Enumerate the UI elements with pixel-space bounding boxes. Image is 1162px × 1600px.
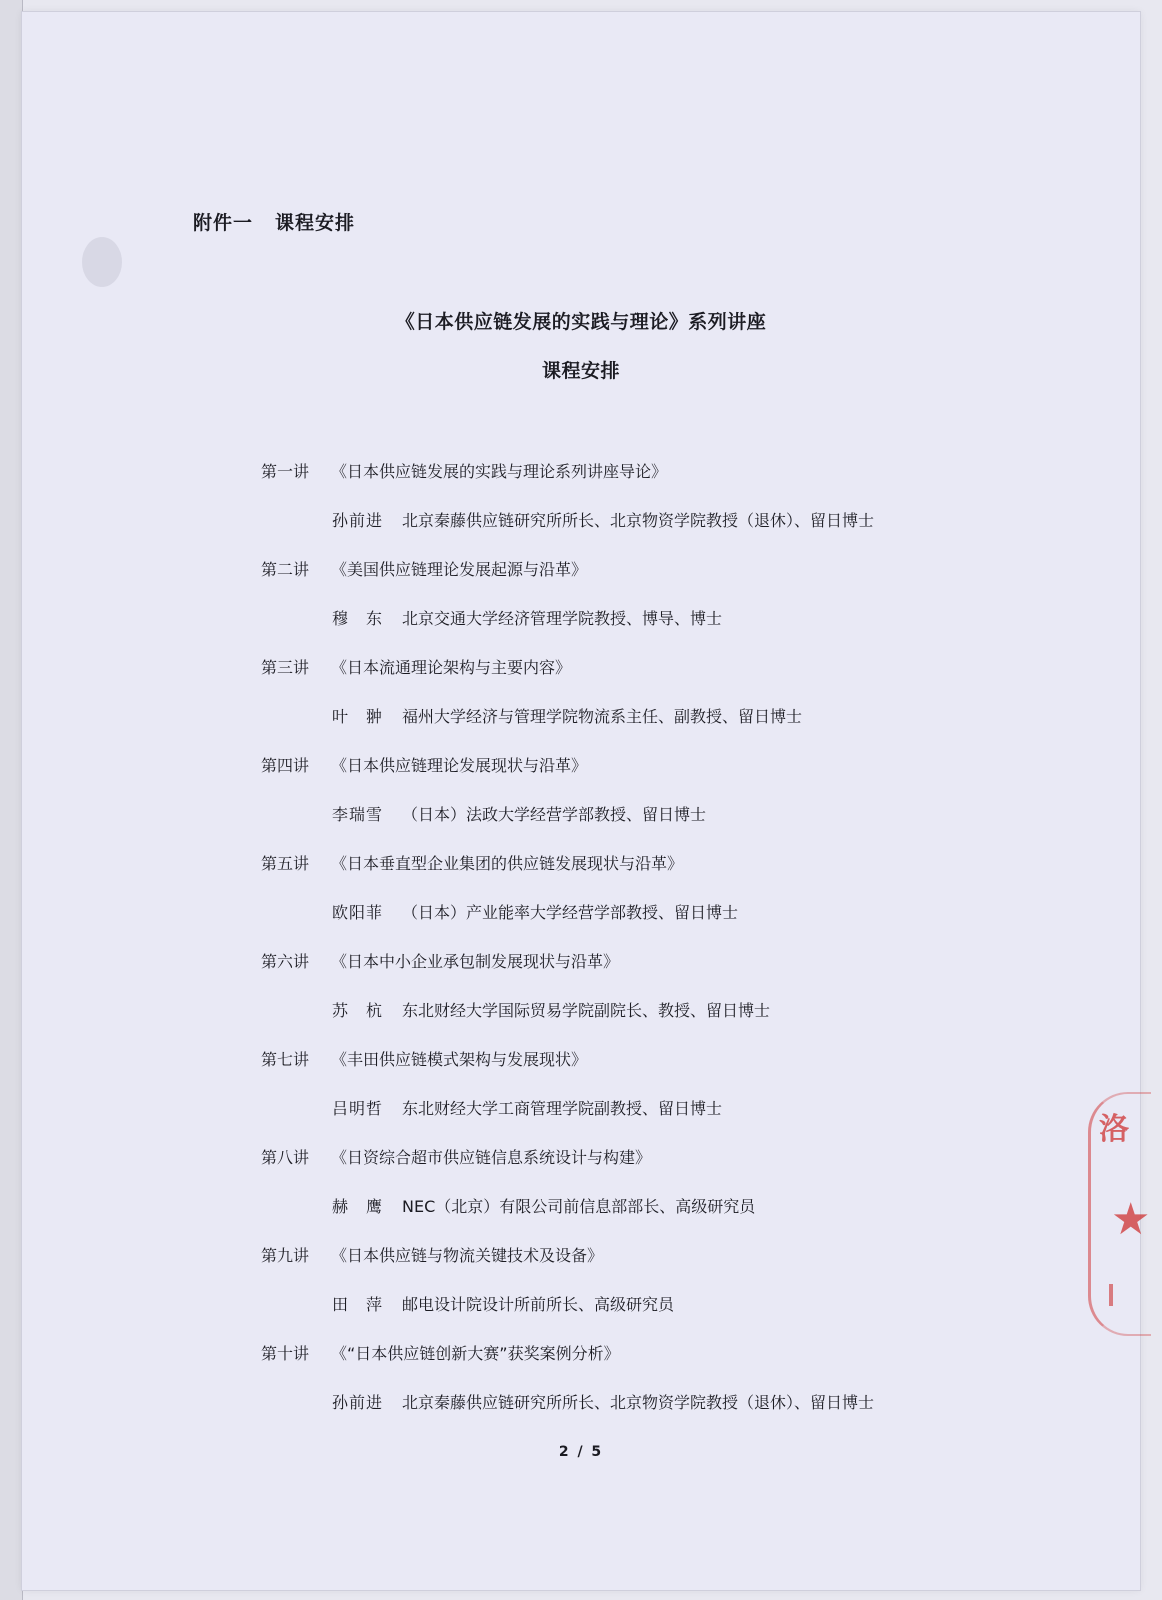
speaker-affiliation: （日本）法政大学经营学部教授、留日博士 [402,805,707,824]
lecture-item [261,950,1121,1048]
lecture-list [261,460,1121,1440]
lecture-item [261,656,1121,754]
page-number: 2 / 5 [558,1444,604,1460]
lecture-number: 第五讲 [261,854,310,873]
speaker-name: 赫 鹰 [332,1197,384,1216]
lecture-topic: 《“日本供应链创新大赛”获奖案例分析》 [331,1344,620,1363]
speaker-affiliation: NEC（北京）有限公司前信息部部长、高级研究员 [402,1197,756,1216]
annex-label: 附件一 [193,212,254,234]
lecture-number: 第九讲 [261,1246,310,1265]
lecture-item [261,754,1121,852]
lecture-number: 第三讲 [261,658,310,677]
document-title: 《日本供应链发展的实践与理论》系列讲座 [395,311,767,333]
lecture-item [261,1244,1121,1342]
speaker-name: 孙前进 [332,511,384,530]
annex-title: 课程安排 [275,212,356,234]
document-subtitle: 课程安排 [541,360,620,382]
speaker-affiliation: 北京交通大学经济管理学院教授、博导、博士 [402,609,723,628]
stamp-mark [1109,1284,1113,1306]
speaker-name: 吕明哲 [332,1099,384,1118]
lecture-number: 第七讲 [261,1050,310,1069]
speaker-name: 李瑞雪 [332,805,384,824]
speaker-affiliation: 北京秦藤供应链研究所所长、北京物资学院教授（退休）、留日博士 [402,1393,875,1412]
lecture-topic: 《日本供应链发展的实践与理论系列讲座导论》 [331,462,668,481]
lecture-item [261,558,1121,656]
lecture-item [261,852,1121,950]
lecture-topic: 《日本流通理论架构与主要内容》 [331,658,572,677]
lecture-item [261,460,1121,558]
lecture-number: 第六讲 [261,952,310,971]
speaker-name: 叶 翀 [332,707,384,726]
star-icon: ★ [1111,1194,1151,1245]
speaker-affiliation: 北京秦藤供应链研究所所长、北京物资学院教授（退休）、留日博士 [402,511,875,530]
speaker-name: 穆 东 [332,609,384,628]
lecture-topic: 《丰田供应链模式架构与发展现状》 [331,1050,588,1069]
speaker-name: 田 萍 [332,1295,384,1314]
lecture-number: 第一讲 [261,462,310,481]
lecture-topic: 《日本中小企业承包制发展现状与沿革》 [331,952,620,971]
speaker-affiliation: 东北财经大学工商管理学院副教授、留日博士 [402,1099,723,1118]
speaker-affiliation: （日本）产业能率大学经营学部教授、留日博士 [402,903,739,922]
scan-edge-strip [0,0,23,1600]
speaker-affiliation: 东北财经大学国际贸易学院副院长、教授、留日博士 [402,1001,771,1020]
lecture-number: 第四讲 [261,756,310,775]
speaker-affiliation: 邮电设计院设计所前所长、高级研究员 [402,1295,675,1314]
stamp-text: 洛 [1099,1112,1129,1147]
document-page [22,12,1151,1590]
red-seal-stamp [1088,1092,1151,1336]
speaker-affiliation: 福州大学经济与管理学院物流系主任、副教授、留日博士 [402,707,803,726]
lecture-topic: 《日本垂直型企业集团的供应链发展现状与沿革》 [331,854,684,873]
lecture-number: 第二讲 [261,560,310,579]
lecture-number: 第十讲 [261,1344,310,1363]
annex-heading [193,208,377,235]
lecture-item [261,1048,1121,1146]
lecture-topic: 《美国供应链理论发展起源与沿革》 [331,560,588,579]
lecture-item [261,1342,1121,1440]
lecture-topic: 《日本供应链与物流关键技术及设备》 [331,1246,604,1265]
lecture-topic: 《日资综合超市供应链信息系统设计与构建》 [331,1148,652,1167]
scan-smudge [82,237,122,287]
speaker-name: 孙前进 [332,1393,384,1412]
speaker-name: 苏 杭 [332,1001,384,1020]
speaker-name: 欧阳菲 [332,903,384,922]
lecture-number: 第八讲 [261,1148,310,1167]
lecture-item [261,1146,1121,1244]
lecture-topic: 《日本供应链理论发展现状与沿革》 [331,756,588,775]
